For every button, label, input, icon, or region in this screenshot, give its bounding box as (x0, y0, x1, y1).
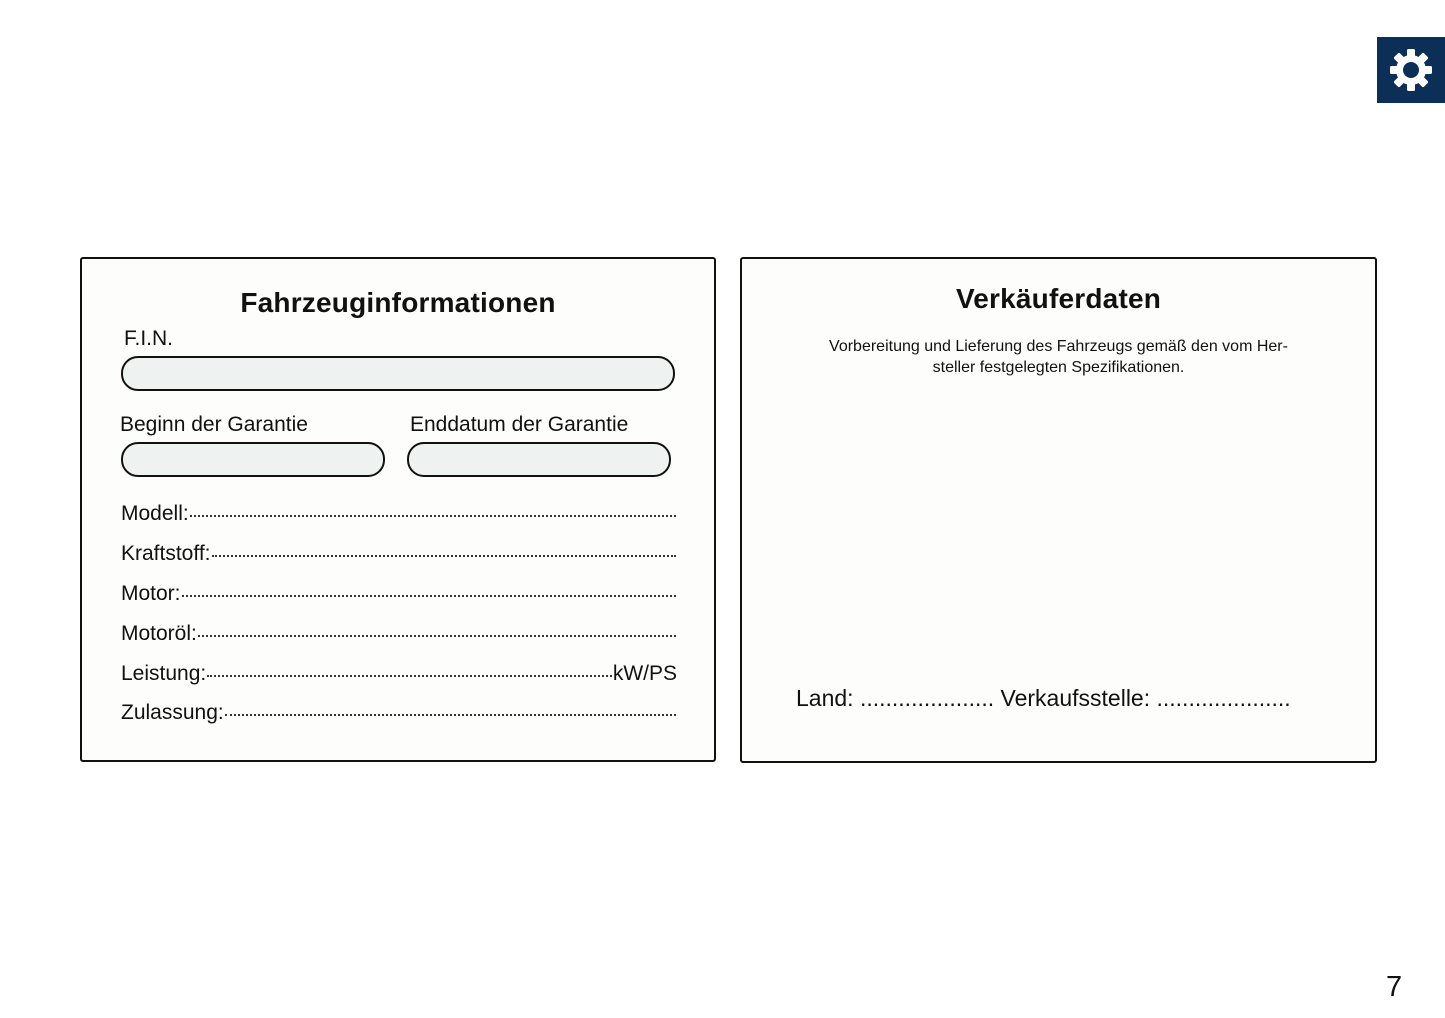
engine-dotted-line (182, 595, 676, 597)
warranty-start-label: Beginn der Garantie (120, 413, 308, 436)
fin-label: F.I.N. (124, 327, 174, 350)
gear-icon (1387, 46, 1435, 94)
seller-description-line-1: Vorbereitung und Lieferung des Fahrzeugs gemäß den vom Her- (829, 338, 1288, 355)
fuel-label: Kraftstoff: (121, 542, 211, 565)
vehicle-info-card (80, 257, 716, 762)
fin-field[interactable] (121, 356, 675, 391)
seller-country-dealer-line[interactable]: Land: ..................... Verkaufsstelle: ..................... (796, 685, 1291, 711)
engine-oil-dotted-line (198, 635, 676, 637)
power-label: Leistung: (121, 662, 207, 685)
model-dotted-line (190, 515, 676, 517)
power-unit: kW/PS (612, 662, 677, 685)
seller-description (772, 336, 1345, 378)
power-row[interactable] (121, 662, 677, 692)
engine-oil-label: Motoröl: (121, 622, 197, 645)
engine-row[interactable] (121, 582, 677, 612)
warranty-end-field[interactable] (407, 442, 671, 477)
registration-dotted-line (225, 714, 676, 716)
fuel-dotted-line (212, 555, 677, 557)
seller-data-card (740, 257, 1377, 763)
power-dotted-line (207, 675, 612, 677)
seller-data-title: Verkäuferdaten (955, 283, 1162, 314)
model-row[interactable] (121, 502, 677, 532)
fuel-row[interactable] (121, 542, 677, 572)
model-label: Modell: (121, 502, 189, 525)
seller-description-line-2: steller festgelegten Spezifikationen. (932, 359, 1185, 376)
registration-label: Zulassung: (121, 701, 224, 724)
warranty-start-field[interactable] (121, 442, 385, 477)
engine-oil-row[interactable] (121, 622, 677, 652)
engine-label: Motor: (121, 582, 181, 605)
settings-badge[interactable] (1377, 37, 1445, 103)
warranty-end-label: Enddatum der Garantie (410, 413, 629, 436)
registration-row[interactable] (121, 701, 677, 731)
page-number: 7 (1386, 971, 1403, 1003)
vehicle-info-title: Fahrzeuginformationen (240, 287, 556, 318)
